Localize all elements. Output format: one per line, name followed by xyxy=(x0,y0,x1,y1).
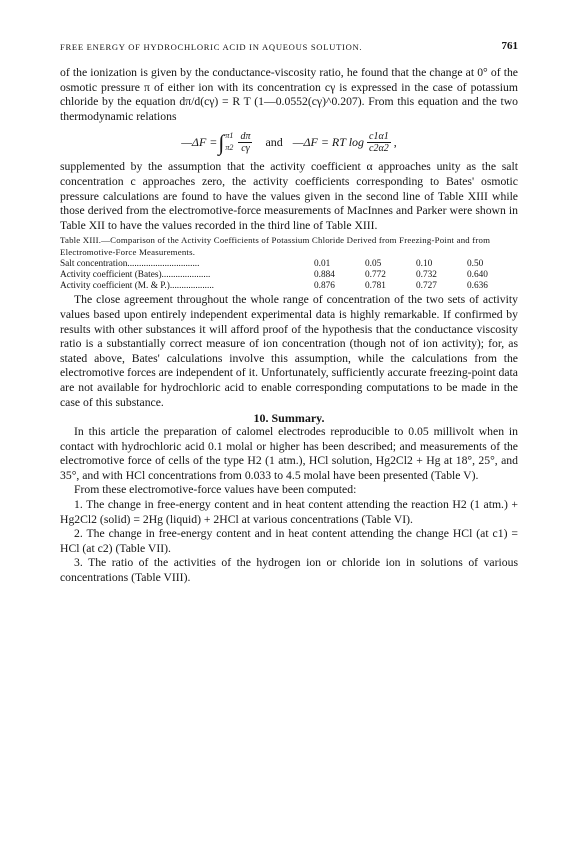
table-cell: 0.05 xyxy=(365,259,382,270)
table-cell: 0.01 xyxy=(314,259,331,270)
thermodynamic-equation xyxy=(60,124,518,160)
page-number: 761 xyxy=(501,40,518,52)
integral-limits xyxy=(225,130,233,154)
integral-upper: π1 xyxy=(225,131,234,141)
table-cell: 0.50 xyxy=(467,259,484,270)
summary-heading: 10. Summary. xyxy=(253,411,325,426)
table-cell: 0.876 xyxy=(314,281,335,292)
table-cell: 0.781 xyxy=(365,281,386,292)
integral-lower: π2 xyxy=(225,143,234,153)
list-item-3: 3. The ratio of the activities of the hydrogen ion or chloride ion in solutions of various concentrations (Table VIII). xyxy=(60,556,518,585)
document-page xyxy=(60,42,518,586)
paragraph-summary: In this article the preparation of calomel electrodes reproducible to 0.05 millivolt when in contact with hydrochloric acid 0.1 molal or higher has been described; and measurements of the electromotive force of cells of the type H2 (1 atm.), HCl solution, Hg2Cl2 + Hg at 18°, 25°, and 35°, and with HCl concentrations from 0.033 to 4.5 molal have been presented (Table V). xyxy=(60,425,518,482)
table-row-label: Activity coefficient (Bates)..................... xyxy=(60,270,211,281)
running-title: FREE ENERGY OF HYDROCHLORIC ACID IN AQUEOUS SOLUTION. xyxy=(60,42,363,52)
fraction-2-numerator: c1α1 xyxy=(369,130,389,142)
table-row-label: Activity coefficient (M. & P.)................... xyxy=(60,281,214,292)
activity-table xyxy=(60,259,518,292)
table-cell: 0.732 xyxy=(416,270,437,281)
table-cell: 0.10 xyxy=(416,259,433,270)
table-cell: 0.636 xyxy=(467,281,488,292)
list-item-2: 2. The change in free-energy content and in heat content attending the change HCl (at c1) = HCl (at c2) (Table VII). xyxy=(60,527,518,555)
eq-trailing-comma: , xyxy=(393,134,397,149)
eq-lhs-2: —ΔF = RT log xyxy=(292,134,365,149)
fraction-1-numerator: dπ xyxy=(240,130,251,142)
paragraph-ionization: of the ionization is given by the conductance-viscosity ratio, he found that the change at 0° of the osmotic pressure π of either ion with its concentration cγ is expressed in the case of potassium chloride by the equation dπ/d(cγ) = R T (1—0.0552(cγ)^0.207). From this equation and the two thermodynamic relations xyxy=(60,66,518,123)
running-header xyxy=(60,42,518,52)
fraction-1 xyxy=(238,131,252,154)
table-row-label: Salt concentration............................... xyxy=(60,259,200,270)
table-title: Table XIII.—Comparison of the Activity Coefficients of Potassium Chloride Derived from Freezing-Point and from Electromotive-Force Measurements. xyxy=(60,235,491,258)
table-cell: 0.884 xyxy=(314,270,335,281)
table-cell: 0.640 xyxy=(467,270,488,281)
table-cell: 0.772 xyxy=(365,270,386,281)
integral-sign-icon: ∫ xyxy=(218,130,225,156)
fraction-2-denominator: c2α2 xyxy=(369,142,389,154)
table-row xyxy=(60,270,518,281)
paragraph-activity: supplemented by the assumption that the activity coefficient α approaches unity as the salt concentration c approaches zero, the activity coefficients corresponding to Bates' osmotic pressure calculations are found to have the values given in the second line of Table XIII while those derived from the electromotive-force measurements of MacInnes and Parker were shown in Table XII to have the values recorded in the third line of Table XIII. xyxy=(60,160,518,232)
paragraph-computed: From these electromotive-force values have been computed: xyxy=(74,483,357,497)
fraction-1-denominator: cγ xyxy=(241,142,250,154)
eq-and: and xyxy=(265,134,283,149)
table-cell: 0.727 xyxy=(416,281,437,292)
eq-lhs-1: —ΔF = xyxy=(181,134,218,149)
paragraph-agreement: The close agreement throughout the whole range of concentration of the two sets of activity values based upon entirely independent experimental data is highly remarkable. If confirmed by results with other substances it will afford proof of the hypothesis that the conductance viscosity ratio is a substantially correct measure of ion concentration (though not of ion activity); for, as stated above, Bates' calculations involve this assumption, while the calculations from the electromotive forces are independent of it. Unfortunately, sufficiently accurate freezing-point data are not available for hydrochloric acid to enable corresponding computations to be made in the case of this substance. xyxy=(60,293,518,409)
table-row xyxy=(60,281,518,292)
fraction-2 xyxy=(367,131,391,154)
list-item-1: 1. The change in free-energy content and in heat content attending the reaction H2 (1 atm.) + Hg2Cl2 (solid) = 2Hg (liquid) + 2HCl at various concentrations (Table VI). xyxy=(60,498,518,526)
table-row xyxy=(60,259,518,270)
